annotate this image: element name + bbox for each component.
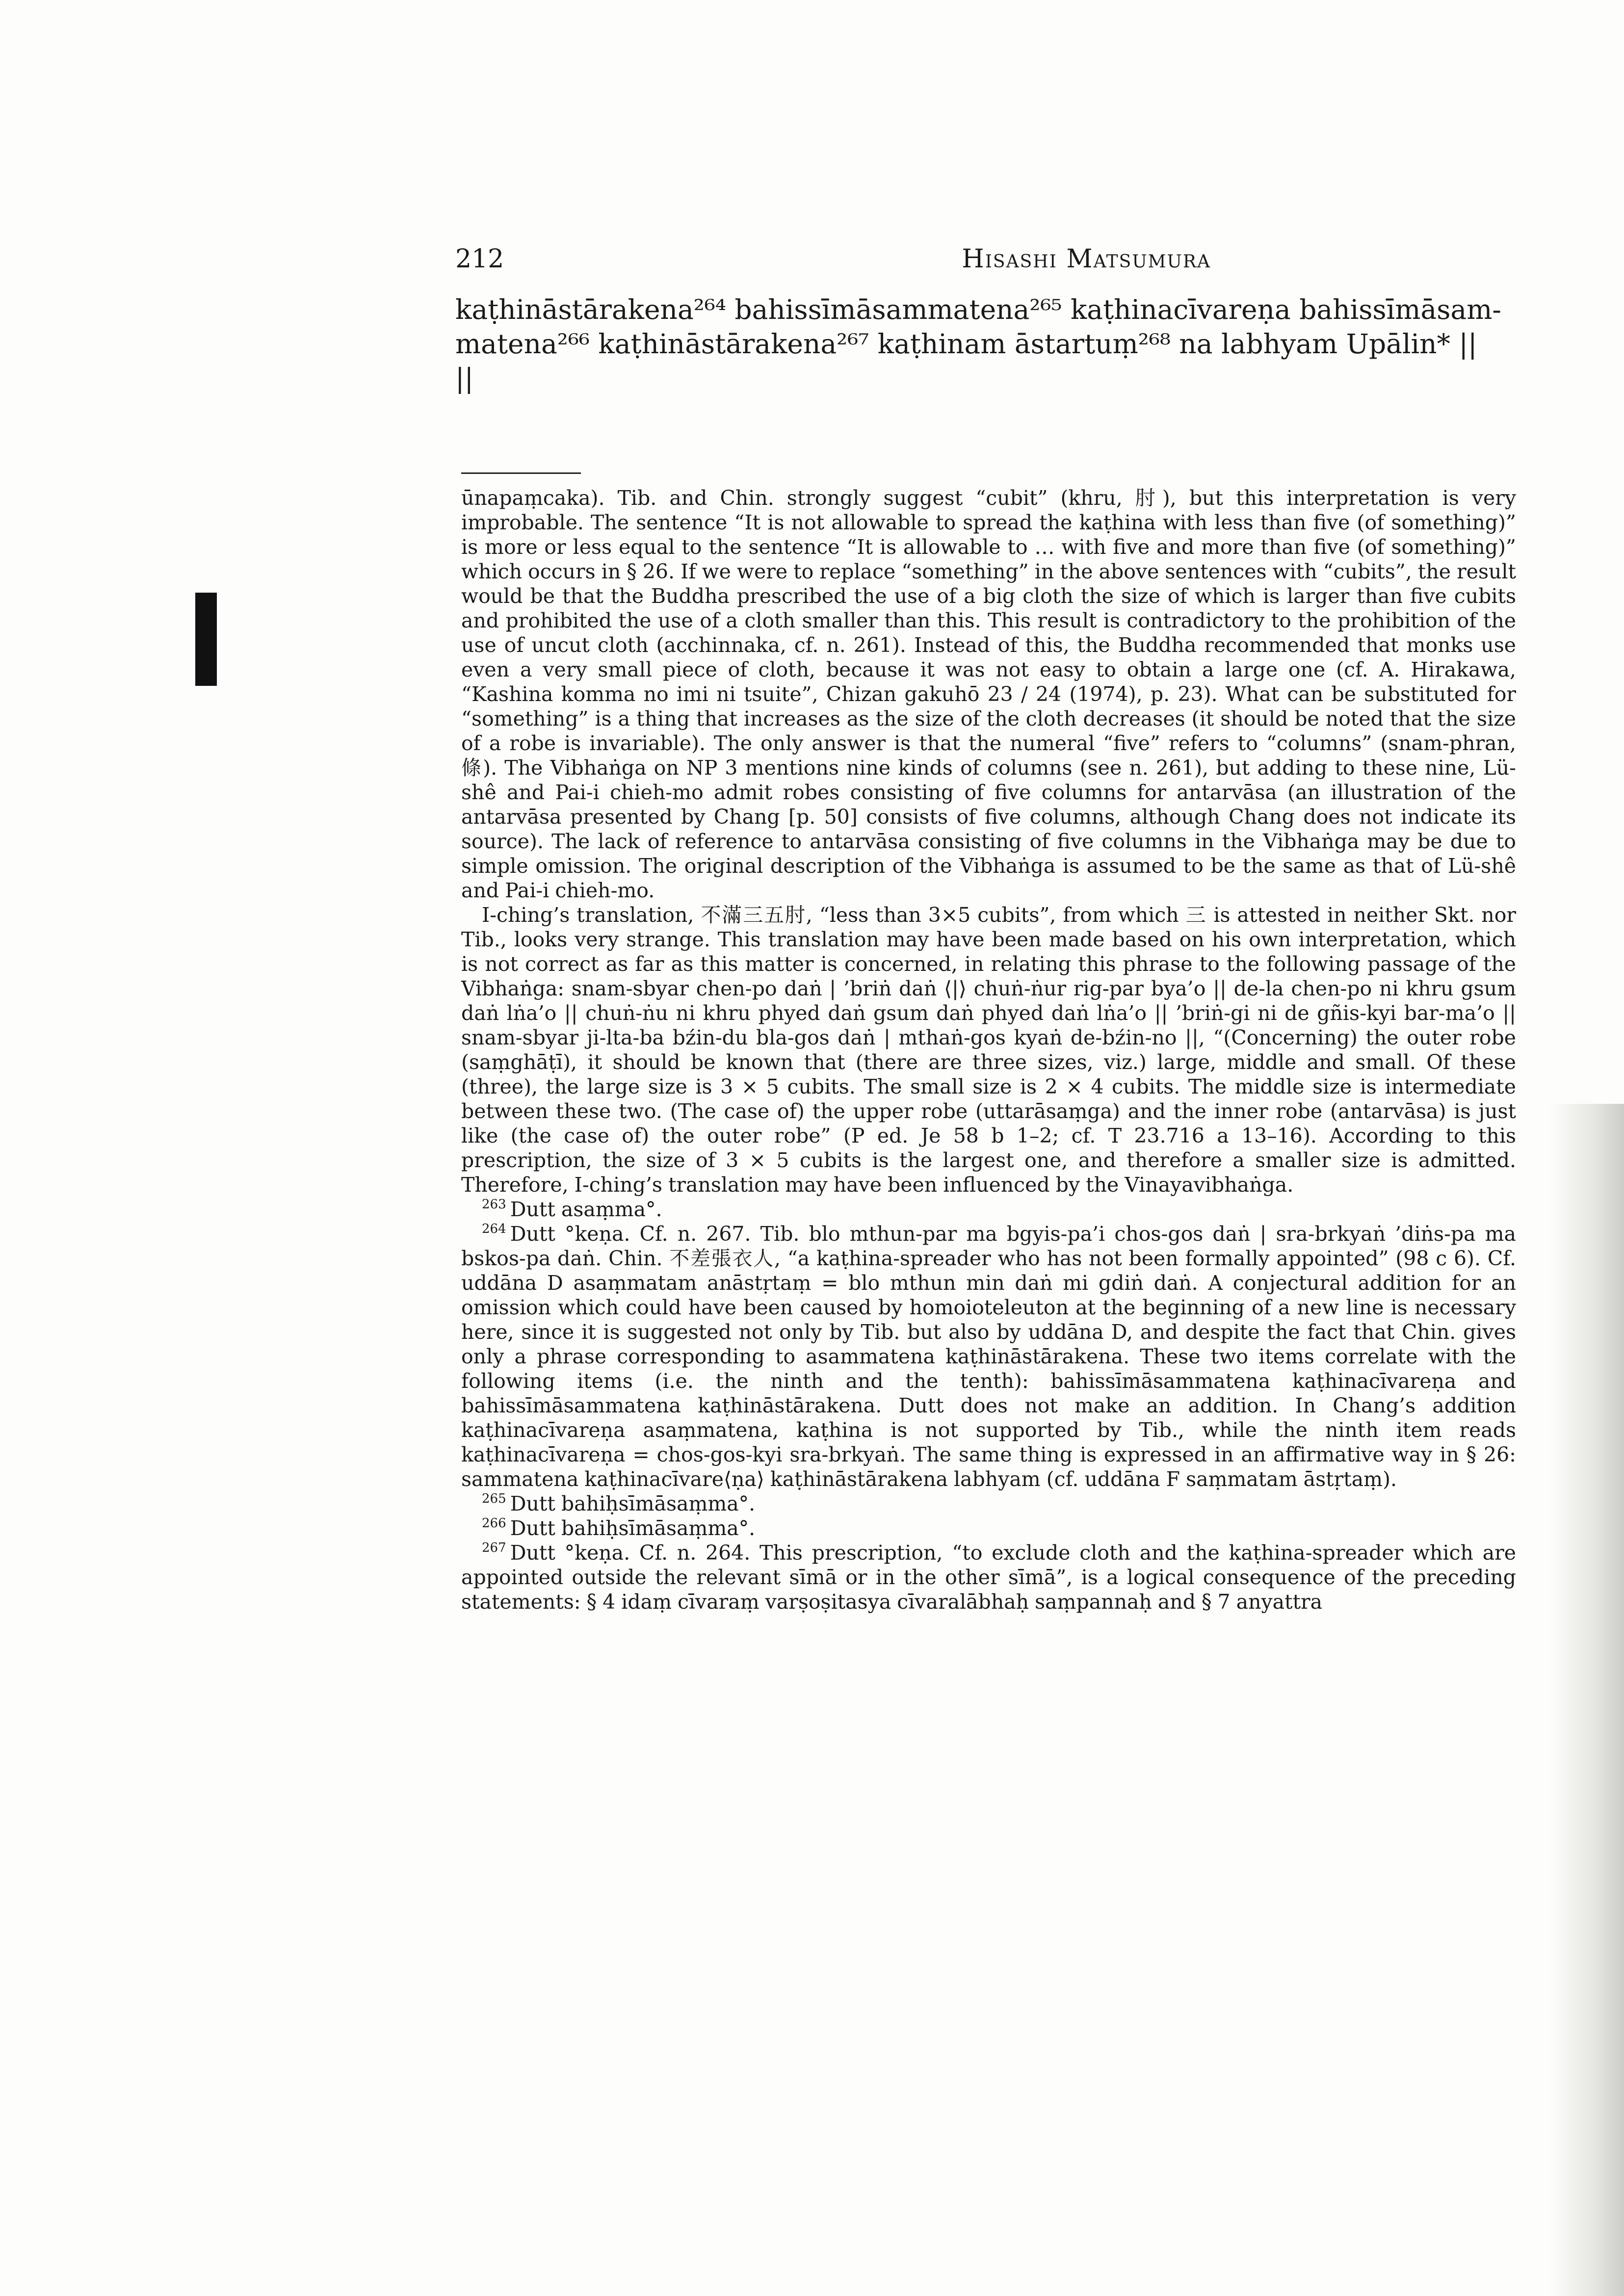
main-text — [455, 292, 1515, 395]
footnote-text: Dutt °keṇa. Cf. n. 267. Tib. blo mthun-par ma bgyis-pa’i chos-gos daṅ | sra-brkyaṅ ’diṅs-pa ma bskos-pa daṅ. Chin. 不差張衣人, “a kaṭhina-spreader who has not been formally appointed” (98 c 6). Cf. uddāna D asaṃmatam anāstṛtaṃ = blo mthun min daṅ mi gdiṅ daṅ. A conjectural addition for an omission which could have been caused by homoioteleuton at the beginning of a new line is necessary here, since it is suggested not only by Tib. but also by uddāna D, and despite the fact that Chin. gives only a phrase corresponding to asammatena kaṭhināstārakena. These two items correlate with the following items (i.e. the ninth and the tenth): bahissīmāsammatena kaṭhinacīvareṇa and bahissīmāsammatena kaṭhināstārakena. Dutt does not make an addition. In Chang’s addition kaṭhinacīvareṇa asaṃmatena, kaṭhina is not supported by Tib., while the ninth item reads kaṭhinacīvareṇa = chos-gos-kyi sra-brkyaṅ. The same thing is expressed in an affirmative way in § 26: sammatena kaṭhinacīvare⟨ṇa⟩ kaṭhināstārakena labhyam (cf. uddāna F saṃmatam āstṛtaṃ). — [461, 1222, 1516, 1491]
page-header — [455, 239, 1211, 279]
footnote-text: Dutt °keṇa. Cf. n. 264. This prescription, “to exclude cloth and the kaṭhina-spreader which are appointed outside the relevant sīmā or in the other sīmā”, is a logical consequence of the preceding statements: § 4 idaṃ cīvaraṃ varṣoṣitasya cīvaralābhaḥ saṃpannaḥ and § 7 anyattra — [461, 1541, 1516, 1614]
main-text-line: || — [455, 363, 474, 394]
footnote-text: Dutt bahiḥsīmāsaṃma°. — [510, 1516, 756, 1540]
footnote-number: 265 — [482, 1491, 506, 1506]
footnote-263 — [461, 1197, 1516, 1222]
footnote-number: 267 — [482, 1540, 506, 1555]
footnote-number: 266 — [482, 1516, 506, 1531]
footnote-rule — [461, 472, 581, 474]
footnote-text: Dutt bahiḥsīmāsaṃma°. — [510, 1492, 756, 1515]
footnote-number: 264 — [482, 1222, 506, 1236]
scan-edge-shadow — [1550, 1104, 1624, 2296]
footnote-text: Dutt asaṃma°. — [510, 1198, 662, 1221]
scan-mark — [195, 593, 217, 686]
footnote-paragraph: I-ching’s translation, 不滿三五肘, “less than 3×5 cubits”, from which 三 is attested in neither Skt. nor Tib., looks very strange. This translation may have been made based on his own interpretation, which is not correct as far as this matter is concerned, in relating this phrase to the following passage of the Vibhaṅga: snam-sbyar chen-po daṅ | ’briṅ daṅ ⟨|⟩ chuṅ-ṅur rig-par bya’o || de-la chen-po ni khru gsum daṅ lṅa’o || chuṅ-ṅu ni khru phyed daṅ gsum daṅ phyed daṅ lṅa’o || ’briṅ-gi ni de gñis-kyi bar-ma’o || snam-sbyar ji-lta-ba bźin-du bla-gos daṅ | mthaṅ-gos kyaṅ de-bźin-no ||, “(Concerning) the outer robe (saṃghāṭī), it should be known that (there are three sizes, viz.) large, middle and small. Of these (three), the large size is 3 × 5 cubits. The small size is 2 × 4 cubits. The middle size is intermediate between these two. (The case of) the upper robe (uttarāsaṃga) and the inner robe (antarvāsa) is just like (the case of) the outer robe” (P ed. Je 58 b 1–2; cf. T 23.716 a 13–16). According to this prescription, the size of 3 × 5 cubits is the largest one, and therefore a smaller size is admitted. Therefore, I-ching’s translation may have been influenced by the Vinayavibhaṅga. — [461, 903, 1516, 1197]
footnote-266 — [461, 1516, 1516, 1540]
footnote-number: 263 — [482, 1197, 506, 1212]
footnote-267 — [461, 1540, 1516, 1614]
footnote-continued: ūnapaṃcaka). Tib. and Chin. strongly suggest “cubit” (khru, 肘), but this interpretation is very improbable. The sentence “It is not allowable to spread the kaṭhina with less than five (of something)” is more or less equal to the sentence “It is allowable to … with five and more than five (of something)” which occurs in § 26. If we were to replace “something” in the above sentences with “cubits”, the result would be that the Buddha prescribed the use of a big cloth the size of which is larger than five cubits and prohibited the use of a cloth smaller than this. This result is contradictory to the prohibition of the use of uncut cloth (acchinnaka, cf. n. 261). Instead of this, the Buddha recommended that monks use even a very small piece of cloth, because it was not easy to obtain a large one (cf. A. Hirakawa, “Kashina komma no imi ni tsuite”, Chizan gakuhō 23 / 24 (1974), p. 23). What can be substituted for “something” is a thing that increases as the size of the cloth decreases (it should be noted that the size of a robe is invariable). The only answer is that the numeral “five” refers to “columns” (snam-phran, 條). The Vibhaṅga on NP 3 mentions nine kinds of columns (see n. 261), but adding to these nine, Lü-shê and Pai-i chieh-mo admit robes consisting of five columns for antarvāsa (an illustration of the antarvāsa presented by Chang [p. 50] consists of five columns, although Chang does not indicate its source). The lack of reference to antarvāsa consisting of five columns in the Vibhaṅga may be due to simple omission. The original description of the Vibhaṅga is assumed to be the same as that of Lü-shê and Pai-i chieh-mo. — [461, 486, 1516, 902]
footnote-264 — [461, 1222, 1516, 1491]
running-head: Hisashi Matsumura — [962, 244, 1211, 274]
main-text-line: matena²⁶⁶ kaṭhināstārakena²⁶⁷ kaṭhinam āstartuṃ²⁶⁸ na labhyam Upālin* || — [455, 328, 1477, 360]
main-text-line: kaṭhināstārakena²⁶⁴ bahissīmāsammatena²⁶⁵ kaṭhinacīvareṇa bahissīmāsam- — [455, 294, 1501, 325]
footnote-265 — [461, 1491, 1516, 1516]
footnotes — [461, 486, 1516, 1614]
page-number: 212 — [455, 244, 504, 274]
